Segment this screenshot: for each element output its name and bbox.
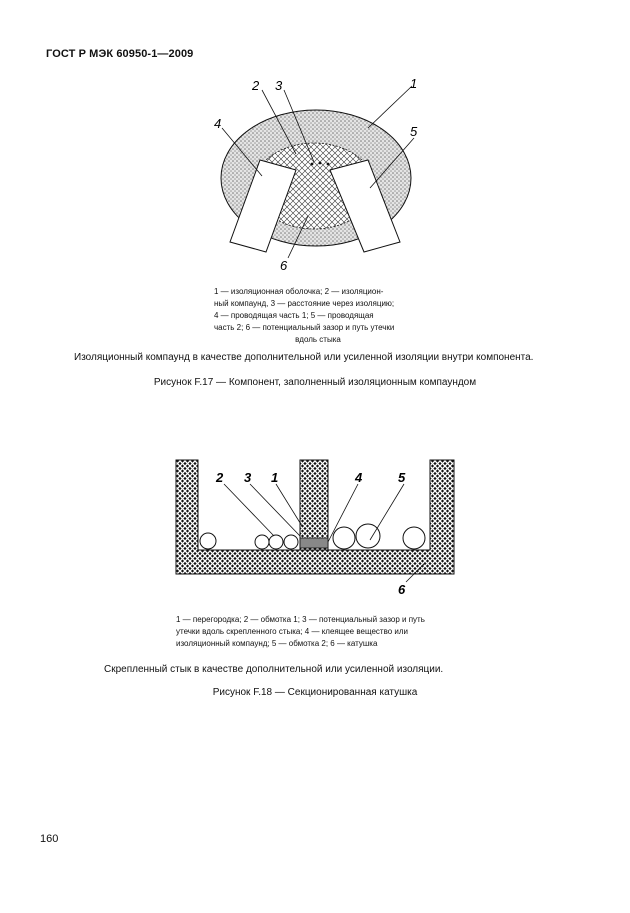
f18-callout-2: 2 <box>216 470 224 485</box>
f18-callout-1: 1 <box>271 470 279 485</box>
figure-f18-drawing <box>170 456 460 598</box>
figure-f18-note: Скрепленный стык в качестве дополнительной или усиленной изоляции. <box>104 664 444 675</box>
f17-callout-2: 2 <box>252 78 260 93</box>
f18-callout-3: 3 <box>244 470 252 485</box>
figure-f18-caption: Рисунок F.18 — Секционированная катушка <box>212 687 418 698</box>
f17-callout-6: 6 <box>280 258 288 273</box>
figure-f18-legend: 1 — перегородка; 2 — обмотка 1; 3 — потенциальный зазор и путь утечки вдоль скрепленного стыка; 4 — клеящее вещество или изоляционный компаунд; 5 — обмотка 2; 6 — катушка <box>176 615 425 648</box>
f17-callout-4: 4 <box>214 116 222 131</box>
figure-f17-legend: 1 — изоляционная оболочка; 2 — изоляцион- ный компаунд, 3 — расстояние через изоляцию; 4 — проводящая часть 1; 5 — проводящая часть 2; 6 — потенциальный зазор и путь утечки вдоль стыка <box>214 287 395 344</box>
figure-f17-note: Изоляционный компаунд в качестве дополнительной или усиленной изоляции внутри компонента. <box>74 352 534 363</box>
f18-callout-4: 4 <box>355 470 363 485</box>
figure-f17-drawing <box>200 72 440 278</box>
document-header: ГОСТ Р МЭК 60950-1—2009 <box>46 48 194 60</box>
f18-callout-5: 5 <box>398 470 406 485</box>
f18-callout-6: 6 <box>398 582 406 597</box>
f17-callout-3: 3 <box>275 78 283 93</box>
page-number: 160 <box>40 833 59 845</box>
f17-callout-1: 1 <box>410 76 418 91</box>
figure-f17-caption: Рисунок F.17 — Компонент, заполненный изоляционным компаундом <box>153 377 477 388</box>
f17-callout-5: 5 <box>410 124 418 139</box>
partition <box>300 460 328 550</box>
adhesive-compound <box>300 538 328 548</box>
